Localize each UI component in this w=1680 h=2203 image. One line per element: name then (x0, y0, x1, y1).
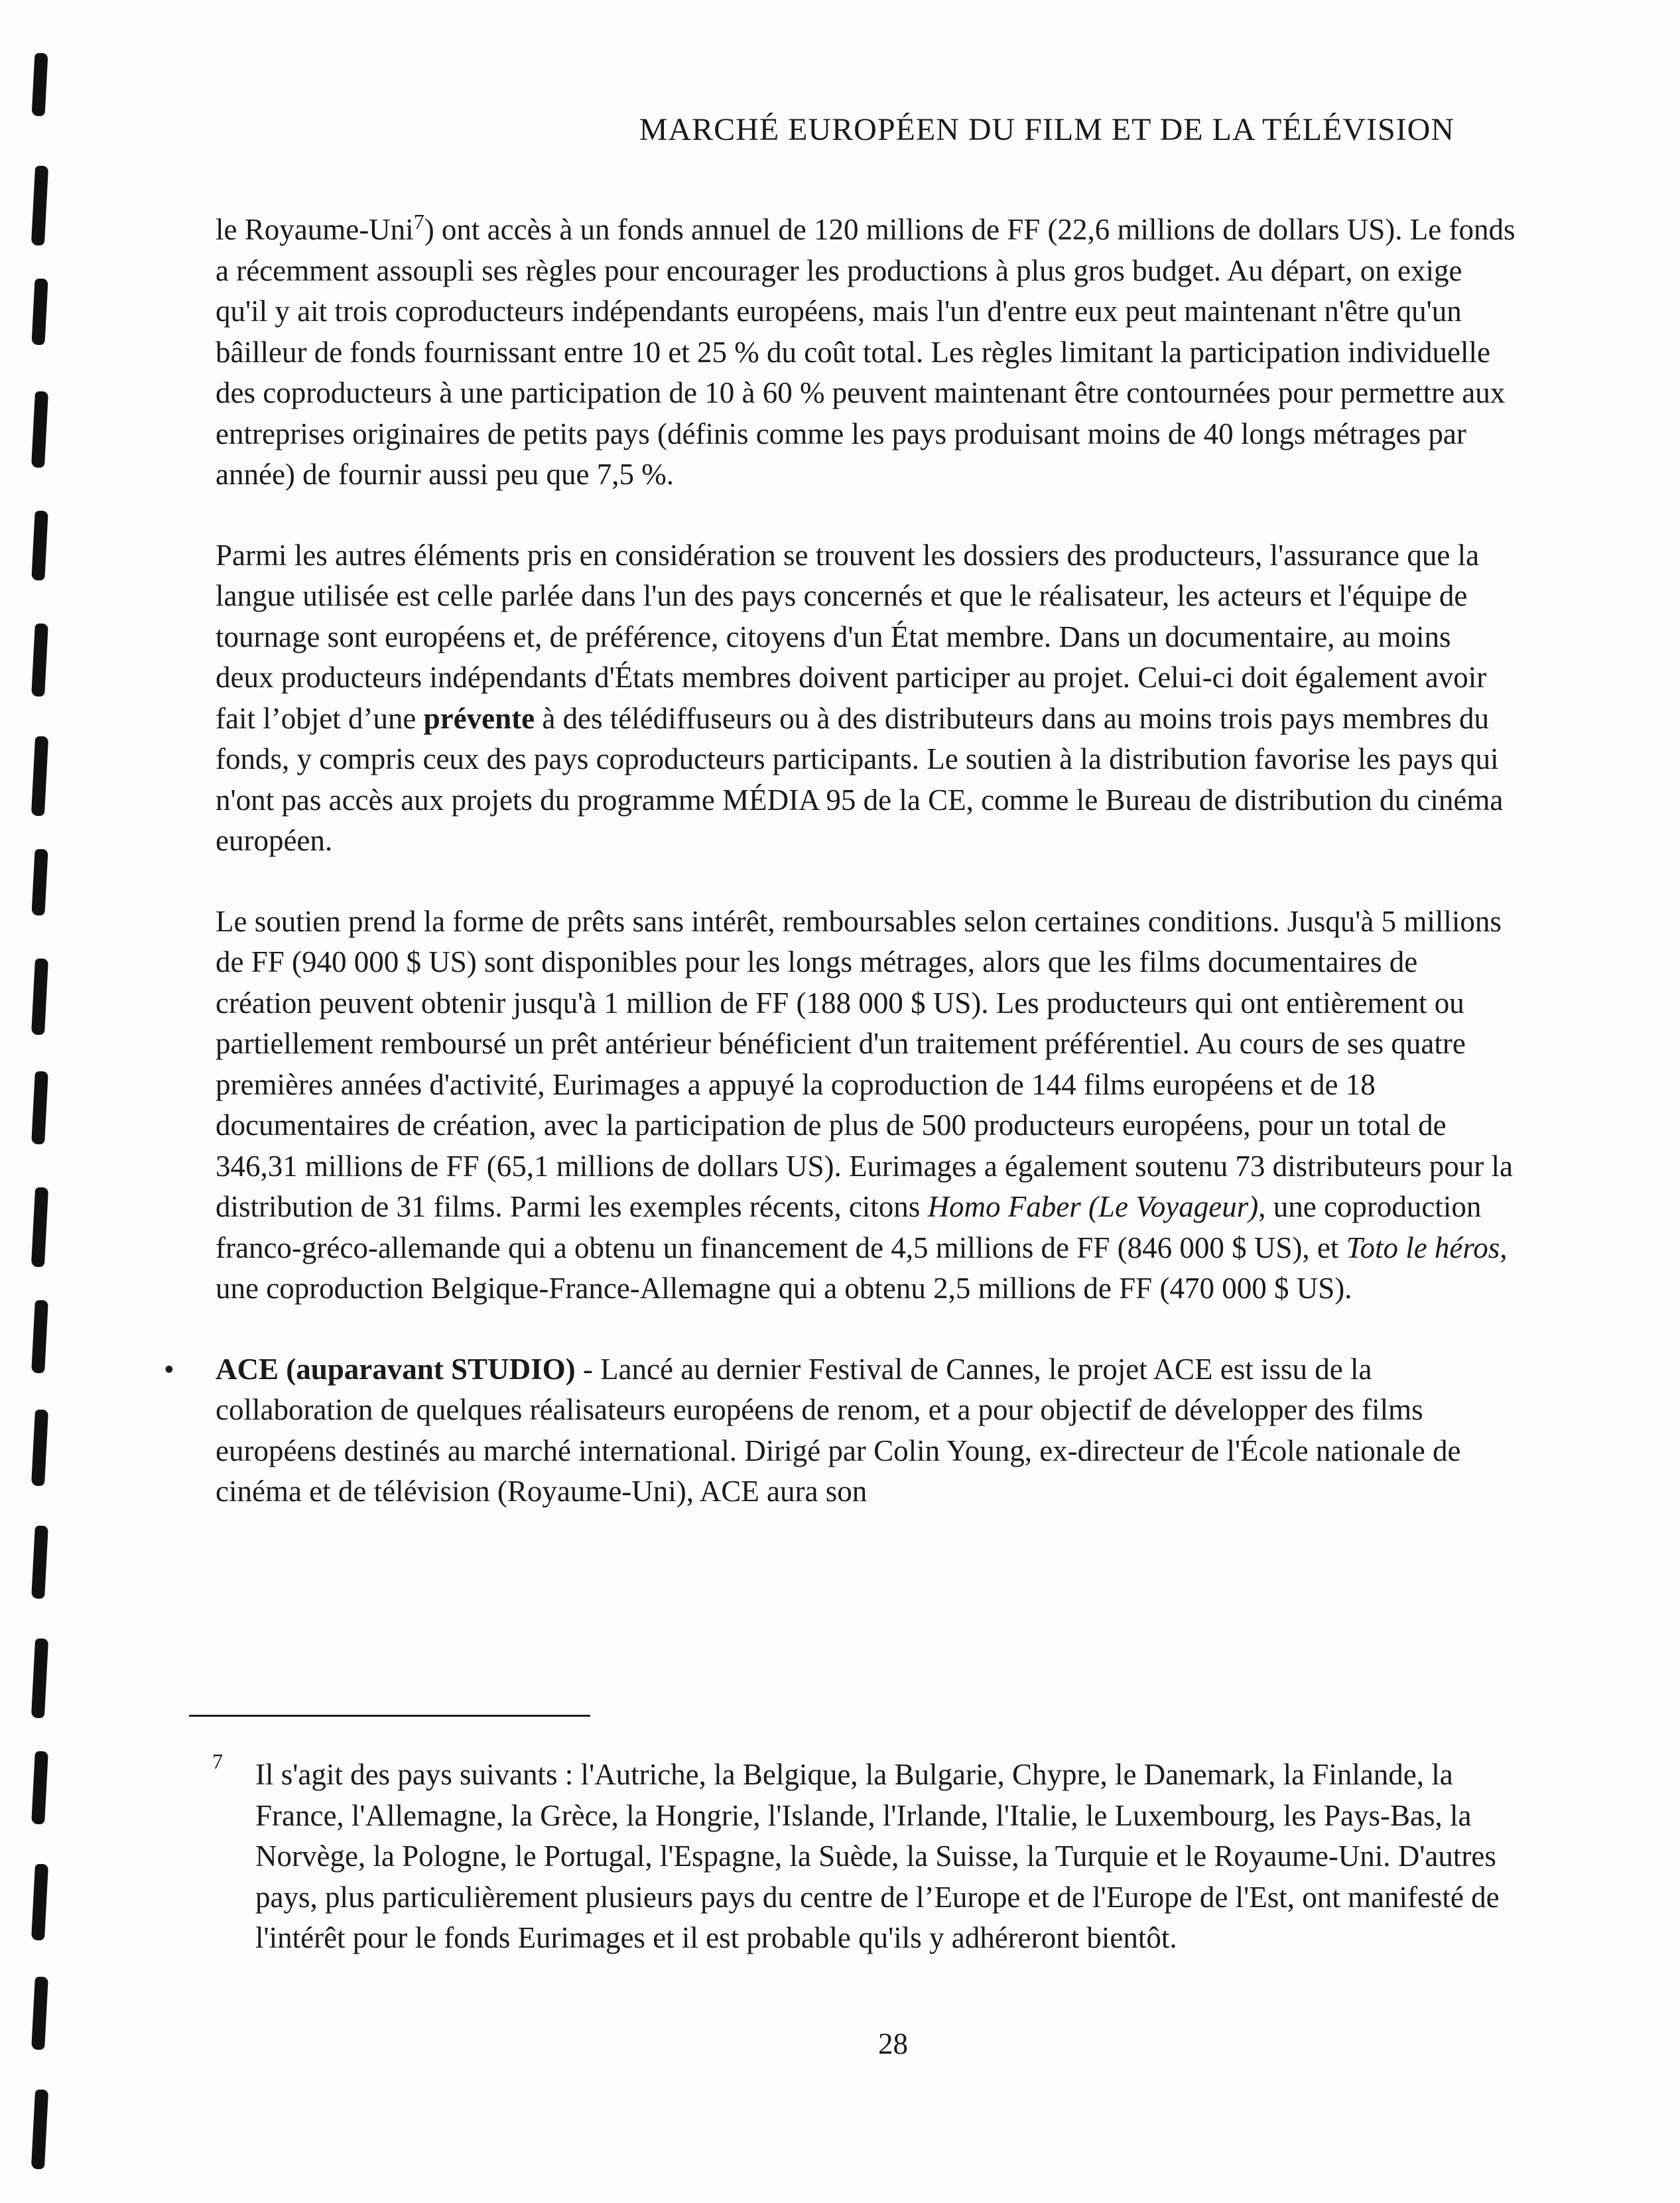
footnote (212, 1749, 1516, 1959)
bullet-item-ace (164, 1349, 1516, 1512)
binding-mark (31, 279, 48, 345)
paragraph-1-lead: le Royaume-Uni (216, 213, 414, 246)
paragraph-3-text: , une coproduction Belgique-France-Allemagne qui a obtenu 2,5 millions de FF (470 000 $ US). (216, 1231, 1508, 1305)
binding-mark (31, 391, 48, 468)
binding-mark (31, 624, 48, 697)
paragraph-3-text: , une coproduction franco-gréco-allemande qui a obtenu un financement de 4,5 millions de FF (846 000 $ US), et (216, 1190, 1482, 1264)
paragraph-1 (216, 210, 1516, 496)
binding-mark (31, 1864, 48, 1940)
page-number: 28 (878, 2027, 908, 2060)
binding-mark (31, 166, 48, 245)
body-text (164, 210, 1516, 1552)
film-title: Toto le héros (1346, 1231, 1500, 1264)
footnote-separator (189, 1715, 590, 1717)
paragraph-3-text: Le soutien prend la forme de prêts sans intérêt, remboursables selon certaines conditions. Jusqu'à 5 millions de FF (940 000 $ US) sont disponibles pour les longs métrages, alors que les films documentaires de création peuvent obtenir jusqu'à 1 million de FF (188 000 $ US). Les producteurs qui ont entièrement ou partiellement remboursé un prêt antérieur bénéficient d'un traitement préférentiel. Au cours de ses quatre premières années d'activité, Eurimages a appuyé la coproduction de 144 films européens et de 18 documentaires de création, avec la participation de plus de 500 producteurs européens, pour un total de 346,31 millions de FF (65,1 millions de dollars US). Eurimages a également soutenu 73 distributeurs pour la distribution de 31 films. Parmi les exemples récents, citons (216, 904, 1514, 1223)
film-title: Homo Faber (Le Voyageur) (927, 1190, 1259, 1223)
running-header: MARCHÉ EUROPÉEN DU FILM ET DE LA TÉLÉVISION (639, 112, 1454, 147)
binding-mark (31, 511, 48, 580)
bullet-icon: • (164, 1352, 174, 1386)
binding-mark (31, 1187, 48, 1267)
paragraph-2-text: à des télédiffuseurs ou à des distributeurs dans au moins trois pays membres du fonds, y compris ceux des pays coproducteurs participants. Le soutien à la distribution favorise les pays qui n'ont pas accès aux projets du programme MÉDIA 95 de la CE, comme le Bureau de distribution du cinéma européen. (216, 701, 1504, 857)
footnote-text: Il s'agit des pays suivants : l'Autriche, la Belgique, la Bulgarie, Chypre, le Danemark, la Finlande, la France, l'Allemagne, la Grèce, la Hongrie, l'Islande, l'Irlande, l'Italie, le Luxembourg, les Pays-Bas, la Norvège, la Pologne, le Portugal, l'Espagne, la Suède, la Suisse, la Turquie et le Royaume-Uni. D'autres pays, plus particulièrement plusieurs pays du centre de l’Europe et de l'Europe de l'Est, ont manifesté de l'intérêt pour le fonds Eurimages et il est probable qu'ils y adhéreront bientôt. (255, 1758, 1500, 1954)
binding-punch-marks (20, 0, 60, 2203)
binding-mark (31, 736, 48, 816)
paragraph-1-rest: ) ont accès à un fonds annuel de 120 millions de FF (22,6 millions de dollars US). Le fonds a récemment assoupli ses règles pour encourager les productions à plus gros budget. Au départ, on exige qu'il y ait trois coproducteurs indépendants européens, mais l'un d'entre eux peut maintenant n'être qu'un bâilleur de fonds fournissant entre 10 et 25 % du coût total. Les règles limitant la participation individuelle des coproducteurs à une participation de 10 à 60 % peuvent maintenant être contournées pour permettre aux entreprises originaires de petits pays (définis comme les pays produisant moins de 40 longs métrages par année) de fournir aussi peu que 7,5 %. (216, 213, 1516, 491)
paragraph-2-text: Parmi les autres éléments pris en considération se trouvent les dossiers des producteurs, l'assurance que la langue utilisée est celle parlée dans l'un des pays concernés et que le réalisateur, les acteurs et l'équipe de tournage sont européens et, de préférence, citoyens d'un État membre. Dans un documentaire, au moins deux producteurs indépendants d'États membres doivent participer au projet. Celui-ci doit également avoir fait l’objet d’une (216, 538, 1487, 735)
bullet-text: - Lancé au dernier Festival de Cannes, le projet ACE est issu de la collaboration de quelques réalisateurs européens de renom, et a pour objectif de développer des films européens destinés au marché international. Dirigé par Colin Young, ex-directeur de l'École nationale de cinéma et de télévision (Royaume-Uni), ACE aura son (216, 1352, 1461, 1508)
binding-mark (31, 2090, 48, 2169)
binding-mark (32, 53, 48, 116)
bold-term: prévente (423, 701, 535, 735)
bullet-heading: ACE (auparavant STUDIO) (216, 1352, 576, 1386)
footnote-reference: 7 (413, 210, 424, 234)
paragraph-2 (216, 535, 1516, 862)
footnote-number: 7 (212, 1749, 223, 1773)
binding-mark (31, 1071, 48, 1144)
binding-mark (31, 849, 48, 915)
binding-mark (31, 1526, 48, 1599)
binding-mark (31, 1410, 48, 1486)
binding-mark (31, 1638, 48, 1718)
binding-mark (31, 1751, 48, 1824)
binding-mark (31, 959, 48, 1035)
paragraph-3 (216, 901, 1516, 1309)
binding-mark (31, 1300, 48, 1373)
